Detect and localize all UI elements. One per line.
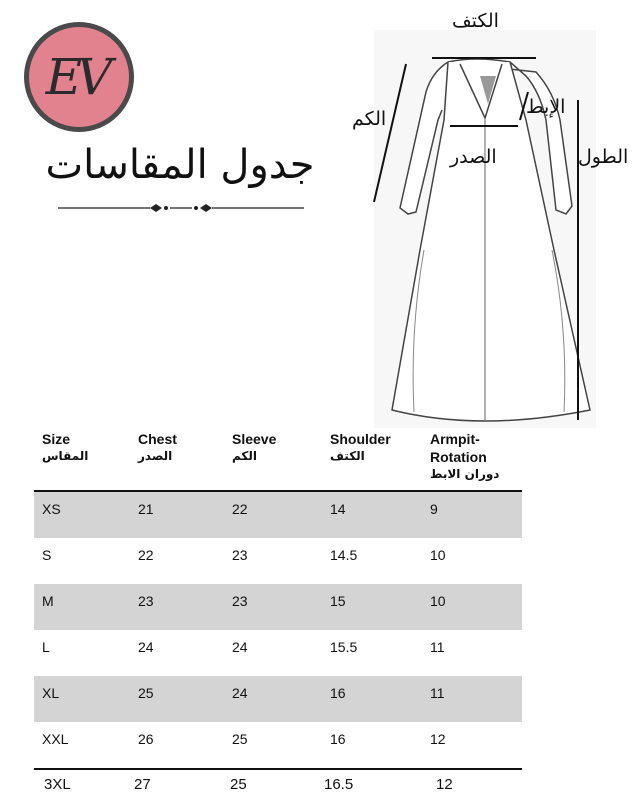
cell-shoulder: 14.5 <box>330 547 358 563</box>
cell-sleeve: 23 <box>232 593 248 609</box>
cell-size: 3XL <box>44 776 71 793</box>
cell-size: S <box>42 547 52 563</box>
garment-diagram <box>340 0 640 430</box>
cell-armpit-rotation: 10 <box>430 547 446 563</box>
cell-shoulder: 15 <box>330 593 346 609</box>
cell-armpit-rotation: 9 <box>430 501 438 517</box>
cell-sleeve: 25 <box>230 776 247 793</box>
cell-armpit-rotation: 11 <box>430 685 445 701</box>
cell-armpit-rotation: 11 <box>430 639 445 655</box>
label-armpit: الإبط <box>526 96 566 118</box>
cell-size: M <box>42 593 54 609</box>
header-armpit-rotation: Armpit- Rotation دوران الابط <box>430 431 500 481</box>
cell-sleeve: 24 <box>232 685 248 701</box>
cell-chest: 25 <box>138 685 154 701</box>
label-sleeve: الكم <box>352 108 387 130</box>
cell-armpit-rotation: 12 <box>430 731 446 747</box>
header-size: Size المقاس <box>42 431 89 463</box>
cell-chest: 22 <box>138 547 154 563</box>
cell-size: XL <box>42 685 60 701</box>
cell-armpit-rotation: 10 <box>430 593 446 609</box>
dress-outline-drawing <box>340 0 640 430</box>
cell-shoulder: 16 <box>330 731 346 747</box>
table-body <box>34 492 522 768</box>
cell-size: L <box>42 639 50 655</box>
table-row <box>34 492 522 538</box>
cell-chest: 21 <box>138 501 154 517</box>
cell-shoulder: 16 <box>330 685 346 701</box>
cell-sleeve: 24 <box>232 639 248 655</box>
brand-logo <box>24 22 134 132</box>
cell-shoulder: 16.5 <box>324 776 354 793</box>
cell-chest: 27 <box>134 776 151 793</box>
cell-size: XXL <box>42 731 69 747</box>
cell-size: XS <box>42 501 61 517</box>
page-title: جدول المقاسات <box>45 142 315 188</box>
cell-shoulder: 14 <box>330 501 346 517</box>
table-row <box>34 538 522 584</box>
table-row <box>34 676 522 722</box>
table-row <box>34 770 522 802</box>
cell-sleeve: 25 <box>232 731 248 747</box>
cell-shoulder: 15.5 <box>330 639 358 655</box>
cell-sleeve: 22 <box>232 501 248 517</box>
header-shoulder: Shoulder الكتف <box>330 431 391 463</box>
cell-chest: 24 <box>138 639 154 655</box>
cell-armpit-rotation: 12 <box>436 776 453 793</box>
header-sleeve: Sleeve الكم <box>232 431 277 463</box>
label-chest: الصدر <box>450 146 497 168</box>
cell-chest: 23 <box>138 593 154 609</box>
table-row <box>34 584 522 630</box>
label-shoulder: الكتف <box>452 10 499 32</box>
table-header <box>34 426 522 490</box>
header-chest: Chest الصدر <box>138 431 177 463</box>
cell-sleeve: 23 <box>232 547 248 563</box>
table-row <box>34 630 522 676</box>
cell-chest: 26 <box>138 731 154 747</box>
title-divider-ornament <box>58 200 304 216</box>
label-length: الطول <box>578 146 629 168</box>
size-table <box>34 426 522 802</box>
logo-monogram: EV <box>45 48 107 106</box>
table-row <box>34 722 522 768</box>
